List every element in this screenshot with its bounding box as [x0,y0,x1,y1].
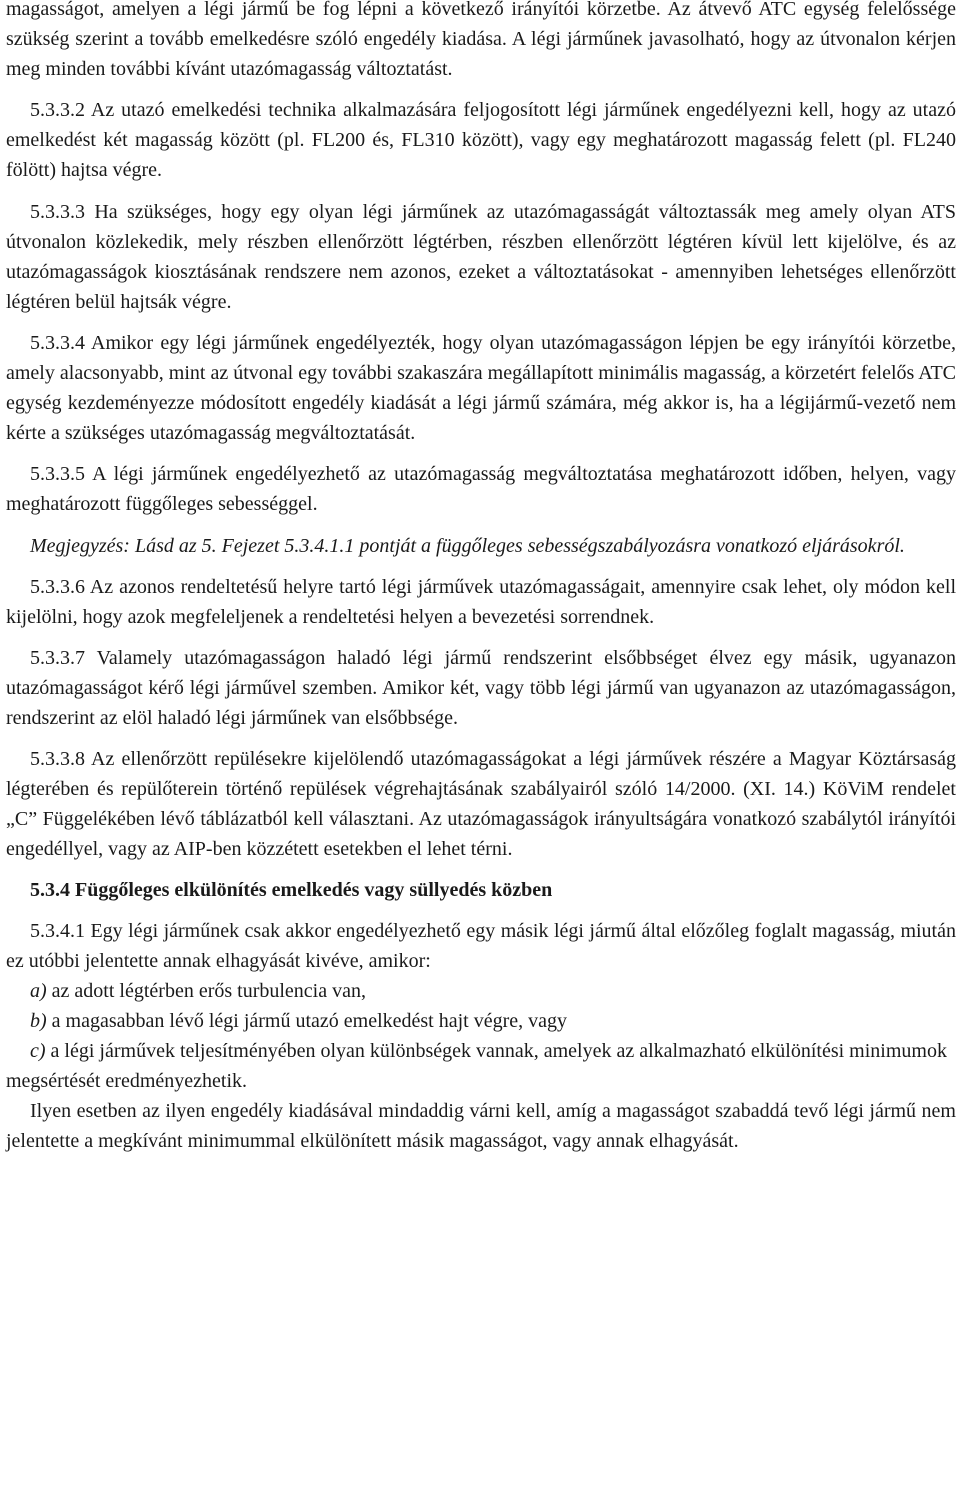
paragraph-5-3-3-8: 5.3.3.8 Az ellenőrzött repülésekre kijelölendő utazómagasságokat a légi járművek részére a Magyar Köztársaság légterében és repülőterein történő repülések végrehajtásának szabályairól szóló 14/2000. (XI. 14.) KöViM rendelet „C” Függelékében lévő táblázatból kell választani. Az utazómagasságok irányultságára vonatkozó szabálytól irányítói engedéllyel, vagy az AIP-ben közzétett esetekben el lehet térni. [6,748,956,861]
paragraph-5-3-3-2: 5.3.3.2 Az utazó emelkedési technika alkalmazására feljogosított légi járműnek engedélyezni kell, hogy az utazó emelkedést két magasság között (pl. FL200 és, FL310 között), vagy egy meghatározott magasság felett (pl. FL240 fölött) hajtsa végre. [6,99,956,182]
paragraph-5-3-3-7: 5.3.3.7 Valamely utazómagasságon haladó légi jármű rendszerint elsőbbséget élvez egy másik, ugyanazon utazómagasságot kérő légi járművel szemben. Amikor két, vagy több légi jármű van ugyanazon az utazómagasságon, rendszerint az elöl haladó légi járműnek van elsőbbsége. [6,646,956,729]
condition-list [6,976,956,1096]
list-item [6,976,956,1006]
list-text: a magasabban lévő légi jármű utazó emelkedést hajt végre, vagy [46,1009,568,1032]
paragraph-5-3-4-1: 5.3.4.1 Egy légi járműnek csak akkor engedélyezhető egy másik légi jármű által előzőleg foglalt magasság, miután ez utóbbi jelentette annak elhagyását kivéve, amikor: [6,919,956,972]
paragraph-5-3-3-3: 5.3.3.3 Ha szükséges, hogy egy olyan légi járműnek az utazómagasságát változtassák meg amely olyan ATS útvonalon közlekedik, mely részben ellenőrzött légtérben, részben ellenőrzött légtéren kívül lett kijelölve, és az utazómagasságok kiosztásának rendszere nem azonos, ezeket a változtatásokat - amennyiben lehetséges ellenőrzött légtéren belül hajtsák végre. [6,200,956,313]
paragraph-5-3-3-4: 5.3.3.4 Amikor egy légi járműnek engedélyezték, hogy olyan utazómagasságon lépjen be egy irányítói körzetbe, amely alacsonyabb, mint az útvonal egy további szakaszára megállapított minimális magasság, a körzetért felelős ATC egység kezdeményezze módosított engedély kiadását a légi jármű számára, még akkor is, ha a légijármű-vezető nem kérte a szükséges utazómagasság megváltoztatását. [6,331,956,445]
document-page [6,0,956,1156]
paragraph-5-3-3-6: 5.3.3.6 Az azonos rendeltetésű helyre tartó légi járművek utazómagasságait, amennyire csak lehet, oly módon kell kijelölni, hogy azok megfeleljenek a rendeltetési helyen a bevezetési sorrendnek. [6,575,956,628]
list-item [6,1036,956,1096]
section-heading: 5.3.4 Függőleges elkülönítés emelkedés vagy süllyedés közben [30,879,553,902]
paragraph-continuation: magasságot, amelyen a légi jármű be fog lépni a következő irányítói körzetbe. Az átvevő ATC egység felelőssége szükség szerint a tovább emelkedésre szóló engedély kiadása. A légi járműnek javasolható, hogy az útvonalon kérjen meg minden további kívánt utazómagasság változtatást. [6,0,956,81]
paragraph-closing: Ilyen esetben az ilyen engedély kiadásával mindaddig várni kell, amíg a magasságot szabaddá tevő légi jármű nem jelentette a megkívánt minimummal elkülönített másik magasságot, vagy annak elhagyását. [6,1100,956,1153]
list-marker: c) [30,1039,46,1062]
paragraph-5-3-3-5: 5.3.3.5 A légi járműnek engedélyezhető az utazómagasság megváltoztatása meghatározott időben, helyen, vagy meghatározott függőleges sebességgel. [6,463,956,516]
note-paragraph: Megjegyzés: Lásd az 5. Fejezet 5.3.4.1.1 pontját a függőleges sebességszabályozásra vonatkozó eljárásokról. [30,534,905,557]
list-text: az adott légtérben erős turbulencia van, [46,979,366,1002]
list-marker: a) [30,979,47,1002]
list-item [6,1006,956,1036]
list-marker: b) [30,1009,47,1032]
list-text: a légi járművek teljesítményében olyan különbségek vannak, amelyek az alkalmazható elkülönítési minimumok megsértését eredményezhetik. [6,1039,947,1092]
